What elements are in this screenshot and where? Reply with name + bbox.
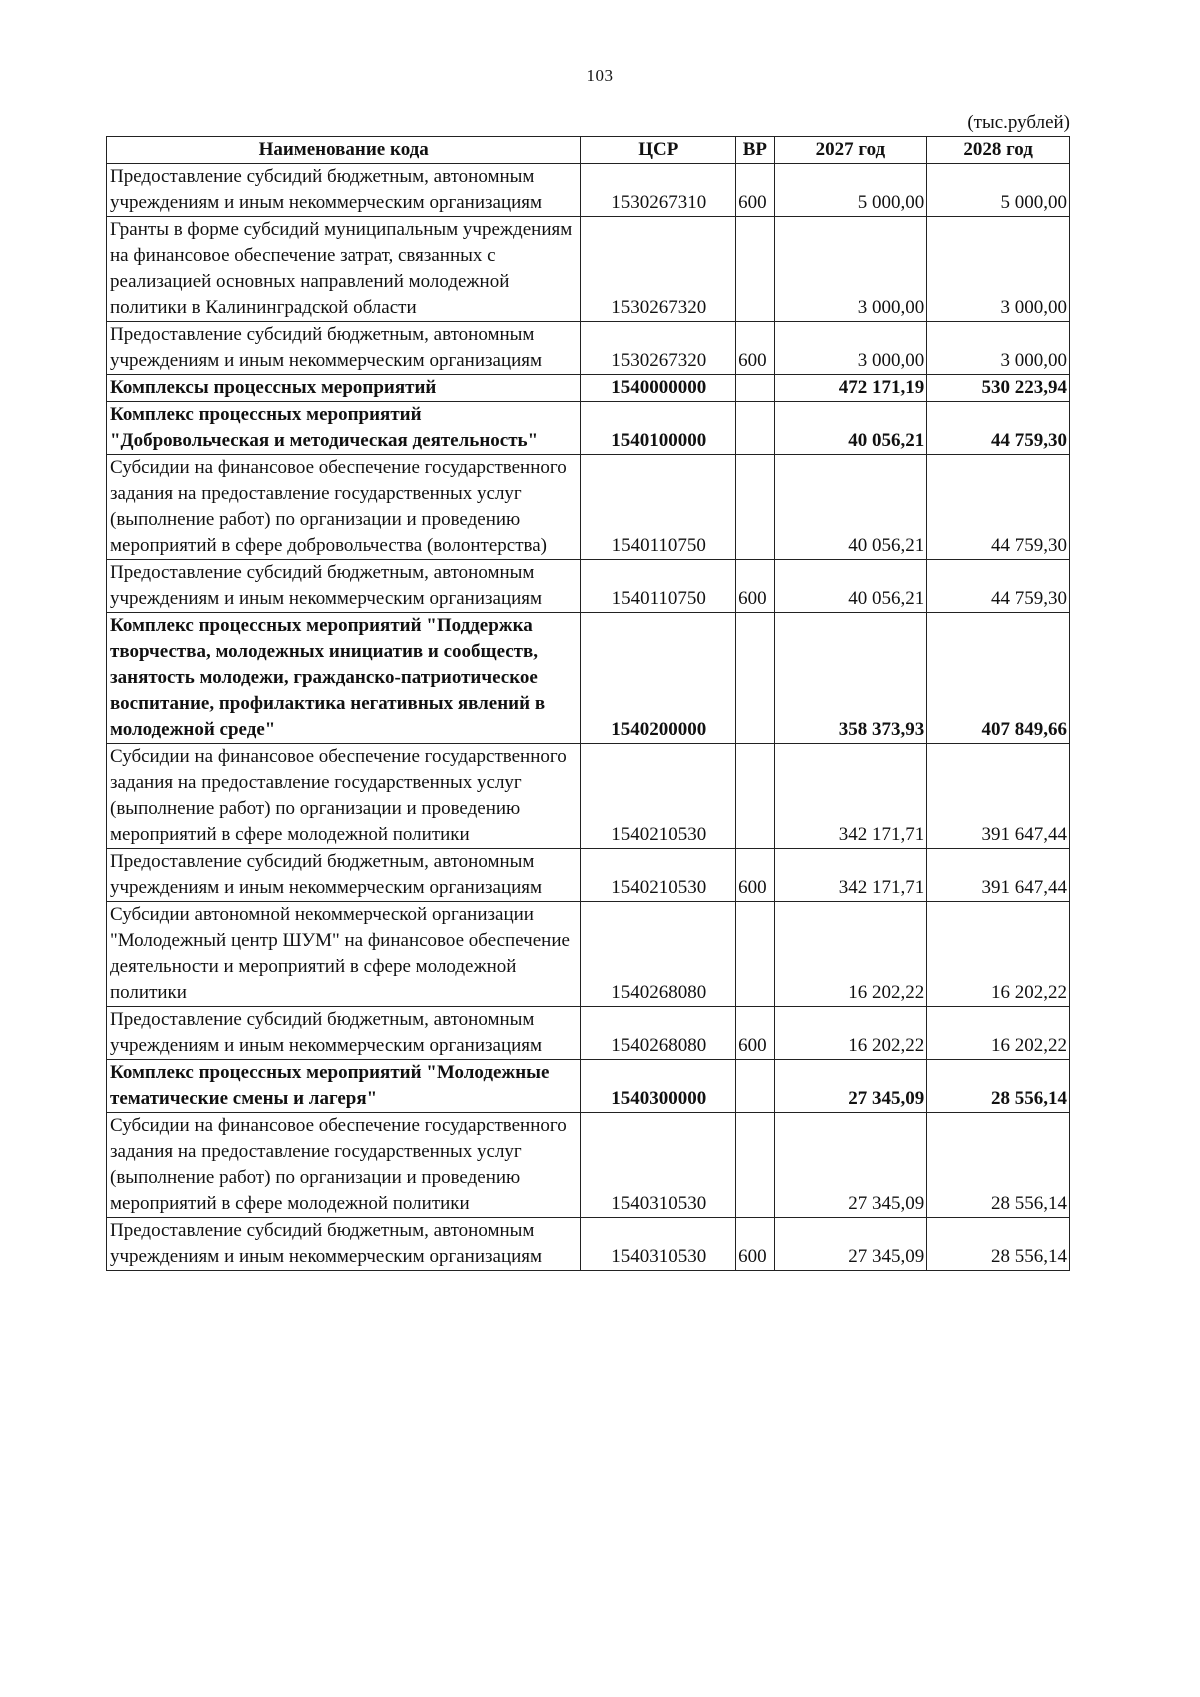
row-name-cell: Предоставление субсидий бюджетным, автономным учреждениям и иным некоммерческим организациям <box>107 1218 581 1271</box>
table-body <box>107 164 1070 1271</box>
row-csr-cell: 1540210530 <box>581 849 736 902</box>
table-row <box>107 1113 1070 1218</box>
row-name-cell: Предоставление субсидий бюджетным, автономным учреждениям и иным некоммерческим организациям <box>107 164 581 217</box>
row-2027-cell: 27 345,09 <box>774 1113 927 1218</box>
row-2027-cell: 3 000,00 <box>774 322 927 375</box>
row-csr-cell: 1540268080 <box>581 1007 736 1060</box>
row-vr-cell <box>736 375 774 402</box>
row-csr-cell: 1540310530 <box>581 1218 736 1271</box>
row-csr-cell: 1540110750 <box>581 560 736 613</box>
row-2028-cell: 44 759,30 <box>927 402 1070 455</box>
header-csr: ЦСР <box>581 137 736 164</box>
header-vr: ВР <box>736 137 774 164</box>
row-csr-cell: 1540310530 <box>581 1113 736 1218</box>
row-2027-cell: 27 345,09 <box>774 1060 927 1113</box>
row-2028-cell: 16 202,22 <box>927 1007 1070 1060</box>
row-csr-cell: 1540300000 <box>581 1060 736 1113</box>
row-vr-cell <box>736 455 774 560</box>
row-csr-cell: 1540110750 <box>581 455 736 560</box>
table-row <box>107 1218 1070 1271</box>
header-2028: 2028 год <box>927 137 1070 164</box>
row-vr-cell <box>736 744 774 849</box>
row-2027-cell: 40 056,21 <box>774 402 927 455</box>
budget-table <box>106 136 1070 1271</box>
row-name-cell: Субсидии на финансовое обеспечение государственного задания на предоставление государственных услуг (выполнение работ) по организации и проведению мероприятий в сфере молодежной политики <box>107 744 581 849</box>
row-csr-cell: 1540200000 <box>581 613 736 744</box>
row-vr-cell: 600 <box>736 164 774 217</box>
row-name-cell: Комплекс процессных мероприятий "Молодежные тематические смены и лагеря" <box>107 1060 581 1113</box>
row-csr-cell: 1530267320 <box>581 322 736 375</box>
row-2028-cell: 28 556,14 <box>927 1218 1070 1271</box>
table-row <box>107 217 1070 322</box>
row-2028-cell: 28 556,14 <box>927 1060 1070 1113</box>
row-2028-cell: 16 202,22 <box>927 902 1070 1007</box>
row-2028-cell: 391 647,44 <box>927 744 1070 849</box>
row-2028-cell: 44 759,30 <box>927 455 1070 560</box>
row-2028-cell: 44 759,30 <box>927 560 1070 613</box>
row-name-cell: Предоставление субсидий бюджетным, автономным учреждениям и иным некоммерческим организациям <box>107 1007 581 1060</box>
row-2028-cell: 5 000,00 <box>927 164 1070 217</box>
row-vr-cell <box>736 613 774 744</box>
page-number: 103 <box>586 66 614 85</box>
row-csr-cell: 1540000000 <box>581 375 736 402</box>
row-name-cell: Субсидии автономной некоммерческой организации "Молодежный центр ШУМ" на финансовое обеспечение деятельности и мероприятий в сфере молодежной политики <box>107 902 581 1007</box>
row-2027-cell: 342 171,71 <box>774 744 927 849</box>
table-row <box>107 902 1070 1007</box>
row-vr-cell <box>736 402 774 455</box>
row-2028-cell: 391 647,44 <box>927 849 1070 902</box>
row-vr-cell <box>736 217 774 322</box>
row-2027-cell: 40 056,21 <box>774 560 927 613</box>
table-row <box>107 744 1070 849</box>
table-row <box>107 1007 1070 1060</box>
row-vr-cell: 600 <box>736 1218 774 1271</box>
row-name-cell: Комплекс процессных мероприятий "Поддержка творчества, молодежных инициатив и сообществ, занятость молодежи, гражданско-патриотическое воспитание, профилактика негативных явлений в молодежной среде" <box>107 613 581 744</box>
row-name-cell: Субсидии на финансовое обеспечение государственного задания на предоставление государственных услуг (выполнение работ) по организации и проведению мероприятий в сфере молодежной политики <box>107 1113 581 1218</box>
row-name-cell: Предоставление субсидий бюджетным, автономным учреждениям и иным некоммерческим организациям <box>107 560 581 613</box>
row-2028-cell: 3 000,00 <box>927 322 1070 375</box>
table-row <box>107 455 1070 560</box>
row-2027-cell: 472 171,19 <box>774 375 927 402</box>
row-name-cell: Предоставление субсидий бюджетным, автономным учреждениям и иным некоммерческим организациям <box>107 322 581 375</box>
row-vr-cell <box>736 902 774 1007</box>
row-2028-cell: 407 849,66 <box>927 613 1070 744</box>
row-csr-cell: 1540210530 <box>581 744 736 849</box>
header-2027: 2027 год <box>774 137 927 164</box>
row-vr-cell: 600 <box>736 849 774 902</box>
row-name-cell: Комплекс процессных мероприятий "Добровольческая и методическая деятельность" <box>107 402 581 455</box>
row-2027-cell: 16 202,22 <box>774 1007 927 1060</box>
row-csr-cell: 1540100000 <box>581 402 736 455</box>
row-2028-cell: 530 223,94 <box>927 375 1070 402</box>
table-row <box>107 560 1070 613</box>
row-2028-cell: 3 000,00 <box>927 217 1070 322</box>
row-name-cell: Гранты в форме субсидий муниципальным учреждениям на финансовое обеспечение затрат, связанных с реализацией основных направлений молодежной политики в Калининградской области <box>107 217 581 322</box>
table-row <box>107 1060 1070 1113</box>
table-header-row <box>107 137 1070 164</box>
row-name-cell: Комплексы процессных мероприятий <box>107 375 581 402</box>
table-row <box>107 613 1070 744</box>
row-2027-cell: 5 000,00 <box>774 164 927 217</box>
row-vr-cell <box>736 1060 774 1113</box>
row-2027-cell: 342 171,71 <box>774 849 927 902</box>
row-vr-cell: 600 <box>736 322 774 375</box>
table-row <box>107 322 1070 375</box>
row-csr-cell: 1540268080 <box>581 902 736 1007</box>
row-csr-cell: 1530267320 <box>581 217 736 322</box>
row-name-cell: Субсидии на финансовое обеспечение государственного задания на предоставление государственных услуг (выполнение работ) по организации и проведению мероприятий в сфере добровольчества (волонтерства) <box>107 455 581 560</box>
row-2027-cell: 27 345,09 <box>774 1218 927 1271</box>
table-row <box>107 849 1070 902</box>
row-2028-cell: 28 556,14 <box>927 1113 1070 1218</box>
row-2027-cell: 3 000,00 <box>774 217 927 322</box>
row-csr-cell: 1530267310 <box>581 164 736 217</box>
row-2027-cell: 16 202,22 <box>774 902 927 1007</box>
table-row <box>107 375 1070 402</box>
row-2027-cell: 40 056,21 <box>774 455 927 560</box>
row-2027-cell: 358 373,93 <box>774 613 927 744</box>
header-name: Наименование кода <box>107 137 581 164</box>
table-row <box>107 402 1070 455</box>
row-name-cell: Предоставление субсидий бюджетным, автономным учреждениям и иным некоммерческим организациям <box>107 849 581 902</box>
units-label: (тыс.рублей) <box>967 112 1070 133</box>
row-vr-cell <box>736 1113 774 1218</box>
row-vr-cell: 600 <box>736 1007 774 1060</box>
row-vr-cell: 600 <box>736 560 774 613</box>
table-row <box>107 164 1070 217</box>
